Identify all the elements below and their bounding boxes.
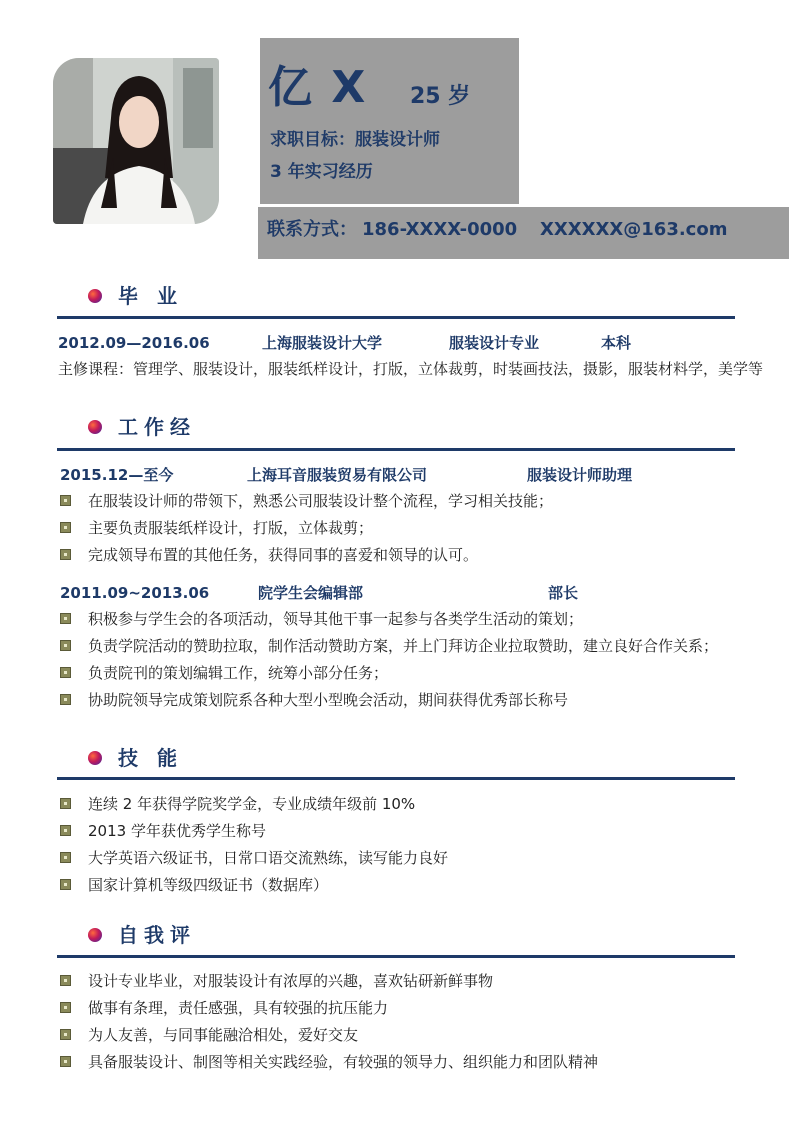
square-bullet-icon [60,879,71,890]
job-1-role: 服装设计师助理 [527,466,633,484]
profile-photo [53,58,219,224]
section-bullet-icon [88,420,102,434]
square-bullet-icon [60,1056,71,1067]
list-item: 主要负责服装纸样设计，打版，立体裁剪； [60,515,750,542]
square-bullet-icon [60,975,71,986]
self-eval-divider [57,955,735,958]
experience-years: 3 年实习经历 [270,162,373,182]
list-item: 国家计算机等级四级证书（数据库） [60,872,750,899]
section-bullet-icon [88,928,102,942]
job-2-period: 2011.09~2013.06 [60,584,210,602]
list-item: 负责学院活动的赞助拉取，制作活动赞助方案，并上门拜访企业拉取赞助，建立良好合作关系； [60,633,750,660]
square-bullet-icon [60,549,71,560]
job-1-duties [60,488,750,569]
list-item: 负责院刊的策划编辑工作，统筹小部分任务； [60,660,750,687]
self-eval-title: 自我评 [118,923,196,947]
education-title: 毕 业 [118,284,183,308]
square-bullet-icon [60,495,71,506]
job-1-period: 2015.12—至今 [60,466,174,484]
job-2-org: 院学生会编辑部 [258,584,364,602]
square-bullet-icon [60,1029,71,1040]
candidate-age: 25 岁 [410,84,471,109]
list-item: 在服装设计师的带领下，熟悉公司服装设计整个流程，学习相关技能； [60,488,750,515]
list-item: 大学英语六级证书，日常口语交流熟练，读写能力良好 [60,845,750,872]
job-2-duties-clip [60,606,760,722]
square-bullet-icon [60,694,71,705]
education-degree: 本科 [601,334,632,352]
work-title: 工作经 [118,415,196,439]
list-item: 协助院领导完成策划院系各种大型小型晚会活动，期间获得优秀部长称号 [60,687,750,714]
self-eval-list [60,968,750,1076]
square-bullet-icon [60,613,71,624]
list-item: 2013 学年获优秀学生称号 [60,818,750,845]
list-item: 设计专业毕业，对服装设计有浓厚的兴趣，喜欢钻研新鲜事物 [60,968,750,995]
job-2-duties [60,606,750,714]
list-item: 具备服装设计、制图等相关实践经验，有较强的领导力、组织能力和团队精神 [60,1049,750,1076]
email-address: XXXXXX@163.com [540,219,728,240]
list-item: 积极参与学生会的各项活动，领导其他干事一起参与各类学生活动的策划； [60,606,750,633]
education-divider [57,316,735,319]
work-divider [57,448,735,451]
list-item: 做事有条理，责任感强，具有较强的抗压能力 [60,995,750,1022]
skills-title: 技 能 [118,746,183,770]
square-bullet-icon [60,798,71,809]
candidate-name: 亿 X [268,62,368,113]
list-item: 完成领导布置的其他任务，获得同事的喜爱和领导的认可。 [60,542,750,569]
contact-label: 联系方式： [267,219,357,240]
education-courses-clip [58,358,770,392]
section-bullet-icon [88,289,102,303]
square-bullet-icon [60,852,71,863]
skills-divider [57,777,735,780]
skills-list [60,791,750,899]
list-item: 连续 2 年获得学院奖学金，专业成绩年级前 10% [60,791,750,818]
job-objective: 求职目标：服装设计师 [270,130,440,150]
list-item: 为人友善，与同事能融洽相处，爱好交友 [60,1022,750,1049]
section-bullet-icon [88,751,102,765]
square-bullet-icon [60,522,71,533]
job-2-role: 部长 [548,584,579,602]
job-1-org: 上海耳音服装贸易有限公司 [247,466,428,484]
education-period: 2012.09—2016.06 [58,334,210,352]
square-bullet-icon [60,667,71,678]
education-school: 上海服装设计大学 [262,334,383,352]
education-major: 服装设计专业 [449,334,540,352]
square-bullet-icon [60,825,71,836]
education-courses: 主修课程：管理学、服装设计，服装纸样设计，打版，立体裁剪，时装画技法，摄影，服装材料学，美学等 [58,360,764,378]
square-bullet-icon [60,640,71,651]
square-bullet-icon [60,1002,71,1013]
phone-number: 186-XXXX-0000 [362,219,518,240]
